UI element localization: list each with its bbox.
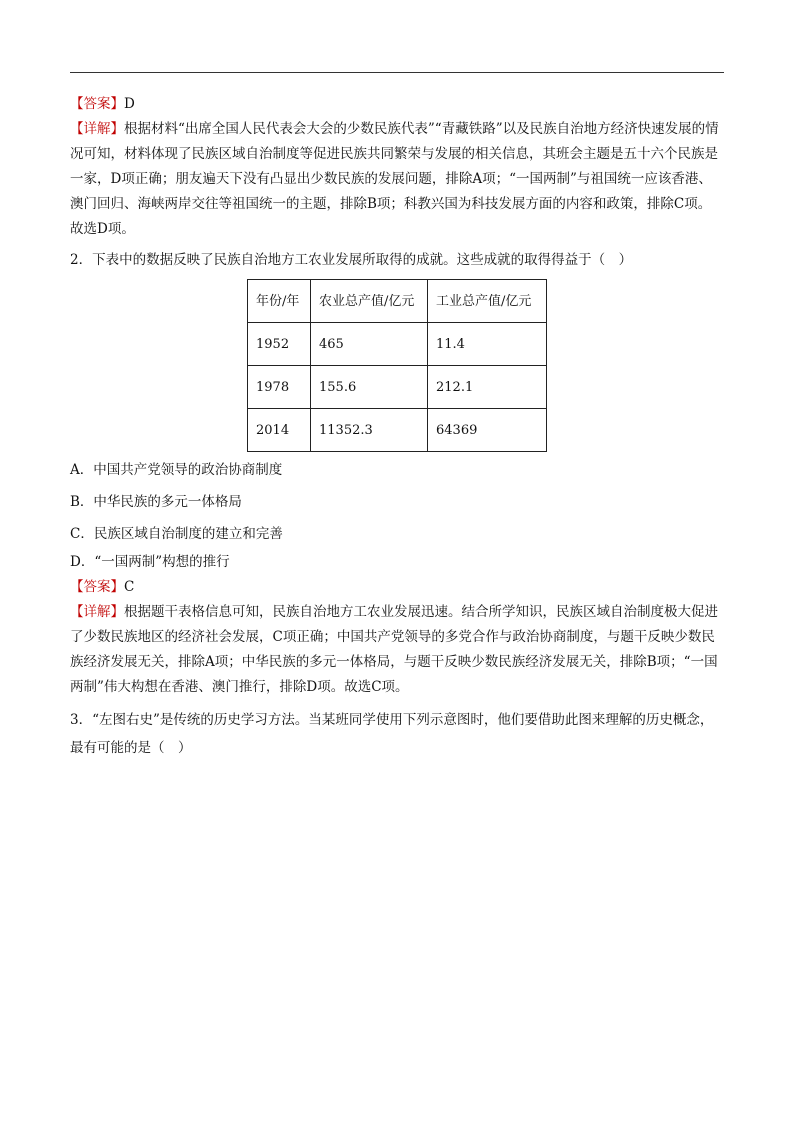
table-row [248, 366, 547, 409]
table-cell: 155.6 [311, 366, 428, 409]
table-cell: 212.1 [428, 366, 547, 409]
q2-option-d: D．“一国两制”构想的推行 [70, 554, 230, 570]
table-header-cell: 工业总产值/亿元 [428, 280, 547, 323]
table-cell: 1952 [248, 323, 311, 366]
q2-answer [70, 575, 724, 600]
q2-detail-text: 根据题干表格信息可知，民族自治地方工农业发展迅速。结合所学知识，民族区域自治制度极大促进了少数民族地区的经济社会发展，C项正确；中国共产党领导的多党合作与政治协商制度，与题干反映少数民族经济发展无关，排除A项；中华民族的多元一体格局，与题干反映少数民族经济发展无关，排除B项；“一国两制”伟大构想在香港、澳门推行，排除D项。故选C项。 [70, 604, 718, 695]
table-cell: 2014 [248, 409, 311, 452]
table-cell: 11352.3 [311, 409, 428, 452]
q1-answer-value: D [124, 96, 135, 112]
q2-detail [70, 600, 724, 700]
q2-answer-tag: 【答案】 [70, 579, 124, 595]
table-header-cell: 年份/年 [248, 280, 311, 323]
q1-detail [70, 117, 724, 242]
table-cell: 465 [311, 323, 428, 366]
q2-answer-value: C [124, 579, 135, 595]
table-cell: 64369 [428, 409, 547, 452]
table-cell: 11.4 [428, 323, 547, 366]
q2-option-b: B．中华民族的多元一体格局 [70, 494, 242, 510]
document-body [70, 92, 724, 762]
q1-answer [70, 92, 724, 117]
q1-detail-text: 根据材料“出席全国人民代表会大会的少数民族代表”“青藏铁路”以及民族自治地方经济快速发展的情况可知，材料体现了民族区域自治制度等促进民族共同繁荣与发展的相关信息，其班会主题是五十六个民族是一家，D项正确；朋友遍天下没有凸显出少数民族的发展问题，排除A项；“一国两制”与祖国统一应该香港、澳门回归、海峡两岸交往等祖国统一的主题，排除B项；科教兴国为科技发展方面的内容和政策，排除C项。故选D项。 [70, 121, 719, 237]
table-header-row [248, 280, 547, 323]
header-rule [70, 72, 724, 73]
q3-stem: 3．“左图右史”是传统的历史学习方法。当某班同学使用下列示意图时，他们要借助此图来理解的历史概念，最有可能的是（ ） [70, 712, 714, 756]
table-row [248, 323, 547, 366]
q1-detail-tag: 【详解】 [70, 121, 124, 137]
table-header-cell: 农业总产值/亿元 [311, 280, 428, 323]
q2-stem: 2．下表中的数据反映了民族自治地方工农业发展所取得的成就。这些成就的取得得益于（ ） [70, 252, 633, 268]
q2-option-a: A．中国共产党领导的政治协商制度 [70, 462, 283, 478]
table-row [248, 409, 547, 452]
q2-option-c: C．民族区域自治制度的建立和完善 [70, 526, 283, 542]
q2-table [247, 279, 547, 452]
q2-detail-tag: 【详解】 [70, 604, 124, 620]
q1-answer-tag: 【答案】 [70, 96, 124, 112]
table-cell: 1978 [248, 366, 311, 409]
